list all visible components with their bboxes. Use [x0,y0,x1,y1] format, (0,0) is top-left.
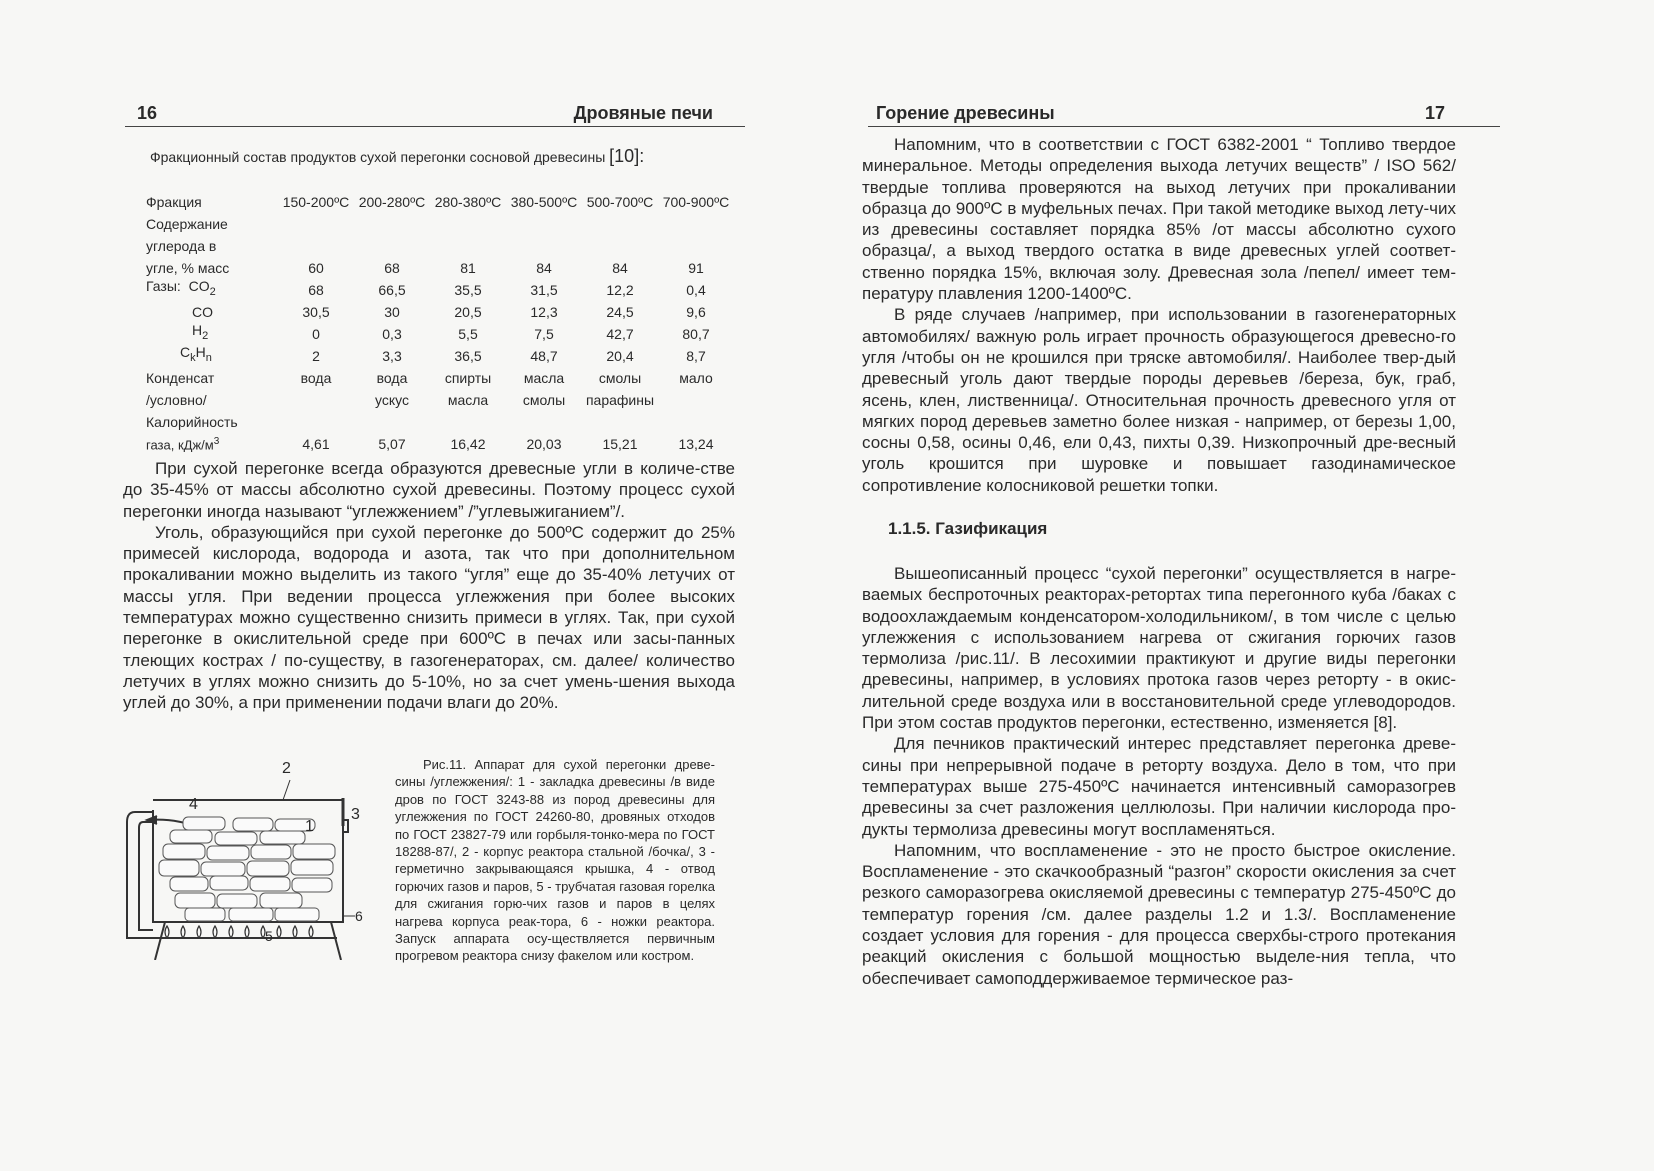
cell: 12,2 [606,282,634,298]
paragraph: Уголь, образующийся при сухой перегонке до 500ºС содержит до 25% примесей кислорода, водорода и азота, так что при дополнительном прокаливании можно выделить из такого “угля” еще до 35-40% летучих от массы угля. При ведении процесса углежжения при более высоких температурах можно существенно снизить примеси в углях. Так, при сухой перегонке в окислительной среде при 600ºС в печах или засы-панных тлеющих кострах / по-существу, в газогенераторах, см. далее/ количество летучих в углях можно снизить до 5-10%, но за счет умень-шения выхода углей до 30%, а при применении подачи влаги до 20%. [123,522,735,713]
body-text-bottom [862,563,1456,989]
left-page-header [125,100,745,127]
table-row [146,210,734,232]
cell: 16,42 [450,436,486,452]
row-label [146,430,278,452]
calor-sup: 3 [213,435,220,447]
gases-prefix: Газы: [146,278,181,295]
table-row [146,430,734,452]
cell: ускус [375,392,409,408]
row-label: углерода в [146,238,217,254]
row-label: Калорийность [146,414,238,430]
cell: 20,5 [454,304,482,320]
cell: 5,5 [458,326,478,342]
cell: 31,5 [530,282,558,298]
cell: 7,5 [534,326,554,342]
figure-caption [395,756,715,965]
row-label [146,342,278,364]
retort-diagram-icon [115,760,370,960]
figure-11-apparatus [115,760,370,960]
cell: масла [447,392,489,408]
cell: 30 [384,304,400,320]
paragraph: Вышеописанный процесс “сухой перегонки” осуществляется в нагре-ваемых беспроточных реакторах-ретортах типа перегонного куба /баках с водоохлаждаемым конденсатором-холодильником/, в том числе с целью углежжения с использованием нагрева от сжигания горючих газов термолиза /рис.11/. В лесохимии практикуют и другие виды перегонки древесины, например, в условиях протока газов через реторту - в окис-лительной среде воздуха или в восстановительной среде углеводородов. При этом состав продуктов перегонки, естественно, изменяется [8]. [862,564,1456,733]
cell: 20,03 [526,436,562,452]
paragraph: Напомним, что в соответствии с ГОСТ 6382-2001 “ Топливо твердое минеральное. Методы определения выхода летучих веществ” / ISO 562/ твердые топлива проверяются на выход летучих при прокаливании образца до 900ºС в муфельных печах. При такой методике выход лету-чих из древесины составляет порядка 85% /от массы абсолютно сухого образца/, а выход твердого остатка в виде древесных углей соответ-ственно порядка 15%, включая золу. Древесная зола /пепел/ имеет тем-пературу плавления 1200-1400ºС. [862,135,1456,304]
paragraph: При сухой перегонке всегда образуются древесные угли в количе-стве до 35-45% от массы абсолютно сухой древесины. Поэтому процесс сухой перегонки иногда называют “углежжением” /”углевыжиганием”/. [123,459,735,521]
cell: смолы [598,370,642,386]
running-title: Дровяные печи [573,103,713,123]
cell: вода [300,370,332,386]
co2-sub: 2 [209,286,216,298]
cell [658,386,734,408]
co2-label: CO [188,278,210,295]
cell: 24,5 [606,304,634,320]
row-label: /условно/ [146,392,207,408]
cell: мало [679,370,713,386]
cell: 9,6 [686,304,706,320]
cell: 42,7 [606,326,634,342]
cell: спирты [444,370,492,386]
table-caption [150,146,644,167]
figure-label-2: 2 [282,760,291,777]
cell: 91 [688,260,704,276]
cell: 13,24 [678,436,714,452]
running-title: Горение древесины [876,103,1055,123]
cell: 66,5 [378,282,406,298]
column-header: 380-500ºС [510,194,578,210]
row-label: Фракция [146,194,202,210]
cell: 84 [612,260,628,276]
cell: 35,5 [454,282,482,298]
ckhn-c: C [180,344,191,361]
column-header: 500-700ºС [586,194,654,210]
h2-sub: 2 [202,330,209,342]
cell: 3,3 [382,348,402,364]
cell [278,386,354,408]
cell: 5,07 [378,436,406,452]
cell: 48,7 [530,348,558,364]
table-caption-ref: [10]: [609,146,645,166]
body-text-top [862,134,1456,496]
paragraph: Напомним, что воспламенение - это не просто быстрое окисление. Воспламенение - это скачкообразный “разгон” скорости окисления за счет резкого саморазогрева окисляемой древесины с температур 275-450ºС до температур горения /см. далее разделы 1.2 и 1.3/. Воспламенение создает условия для горения - для процесса сверхбы-строго протекания реакций окисления с большой мощностью выделе-ния тепла, что обеспечивает самоподдерживаемое термическое раз- [862,840,1456,988]
figure-label-5: 5 [265,928,273,944]
fraction-table [146,188,734,452]
figure-label-6: 6 [355,908,363,924]
figure-caption-text: Рис.11. Аппарат для сухой перегонки древе-сины /углежжения/: 1 - закладка древесины /в виде дров по ГОСТ 3243-88 из пород древесины для углежжения по ГОСТ 24260-80, дровяных отходов по ГОСТ 23827-79 или горбыля-тонко-мера по ГОСТ 18288-87/, 2 - корпус реактора стальной /бочка/, 3 - герметично закрывающаяся крышка, 4 - отвод горючих газов и паров, 5 - трубчатая газовая горелка для сжигания горю-чих газов и паров в целях нагрева корпуса реак-тора, 6 - ножки реактора. Запуск аппарата осу-ществляется первичным прогревом реактора снизу факелом или костром. [395,757,715,964]
cell: 81 [460,260,476,276]
page-number: 17 [1424,103,1445,123]
cell: смолы [522,392,566,408]
cell: 0,3 [382,326,402,342]
row-label [146,320,278,342]
column-header: 700-900ºС [662,194,730,210]
table-row [146,254,734,276]
table-row [146,188,734,210]
cell: 2 [312,348,320,364]
cell: 30,5 [302,304,330,320]
cell: 80,7 [682,326,710,342]
column-header: 150-200ºС [282,194,350,210]
cell: 36,5 [454,348,482,364]
cell: 68 [384,260,400,276]
row-label: CO [192,304,213,320]
cell: 15,21 [602,436,638,452]
row-label: угле, % масс [146,260,230,276]
figure-label-1: 1 [305,818,314,835]
column-header: 280-380ºС [434,194,502,210]
paragraph: Для печников практический интерес представляет перегонка древе-сины при непрерывной подаче в реторту воздуха. Дело в том, что при температурах выше 275-450ºС начинается интенсивный саморазогрев древесины за счет разложения целлюлозы. При наличии кислорода про-дукты термолиза древесины могут воспламеняться. [862,734,1456,839]
cell: 12,3 [530,304,558,320]
cell: масла [523,370,565,386]
row-label: Содержание [146,216,228,232]
cell: парафины [585,392,655,408]
table-row [146,364,734,386]
table-row [146,298,734,320]
column-header: 200-280ºС [358,194,426,210]
ckhn-h: H [195,344,206,361]
figure-label-3: 3 [351,806,360,823]
ckhn-k: k [190,352,196,364]
figure-label-4: 4 [189,796,198,813]
section-title: 1.1.5. Газификация [888,519,1048,538]
body-text [123,458,735,714]
cell: 84 [536,260,552,276]
paragraph: В ряде случаев /например, при использовании в газогенераторных автомобилях/ важную роль играет прочность образующегося древесно-го угля /чтобы он не крошился при тряске автомобиля/. Наиболее твер-дый древесный уголь дают твердые породы деревьев /береза, бук, граб, ясень, клен, лиственница/. Относительная прочность древесного угля от мягких пород деревьев заметно более низкая - например, от березы 1,00, сосны 0,58, осины 0,46, ели 0,43, пихты 0,39. Низкопрочный дре-весный уголь крошится при шуровке и повышает газодинамическое сопротивление колосниковой решетки топки. [862,305,1456,495]
page-number: 16 [137,103,158,123]
calor-label: газа, кДж/м [146,437,214,452]
cell: 0,4 [686,282,706,298]
table-row [146,386,734,408]
row-label [146,276,278,298]
table-caption-text: Фракционный состав продуктов сухой перегонки сосновой древесины [150,149,606,165]
cell: 0 [312,326,320,342]
row-label: Конденсат [146,370,215,386]
cell: 20,4 [606,348,634,364]
ckhn-n: n [205,352,212,364]
table-row [146,276,734,298]
right-page-header [868,100,1500,127]
cell: 68 [308,282,324,298]
table-row [146,320,734,342]
cell: 8,7 [686,348,706,364]
cell: вода [376,370,408,386]
table-row [146,408,734,430]
table-row [146,232,734,254]
cell: 4,61 [302,436,330,452]
cell: 60 [308,260,324,276]
h2-label: H [192,322,203,339]
table-row [146,342,734,364]
